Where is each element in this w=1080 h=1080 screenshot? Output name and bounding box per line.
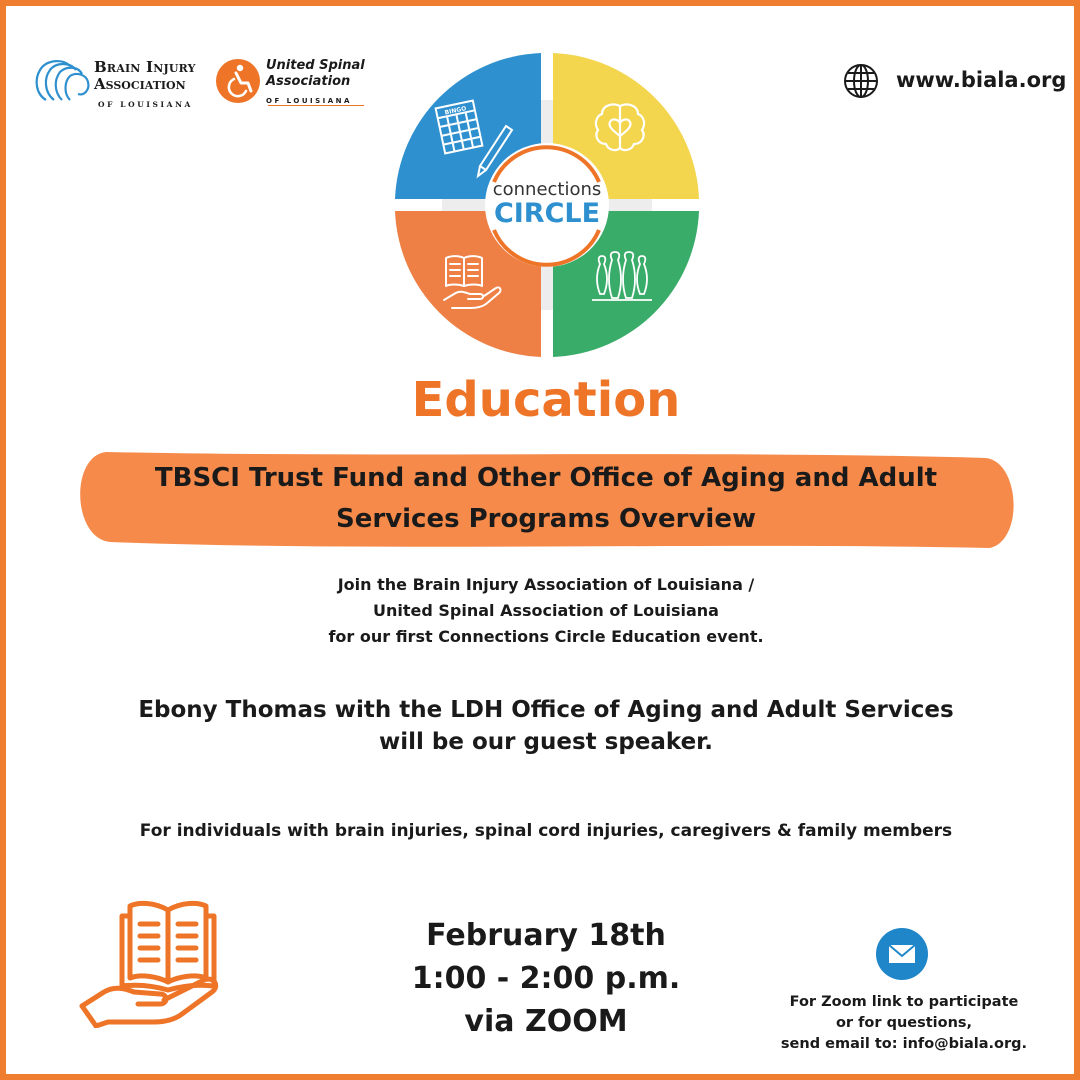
section-heading: Education	[411, 372, 681, 428]
globe-icon	[842, 62, 880, 100]
usa-logo-line2: Association	[266, 74, 351, 89]
audience-text: For individuals with brain injuries, spinal cord injuries, caregivers & family members	[139, 821, 953, 841]
usa-logo-line3: OF LOUISIANA	[266, 97, 352, 105]
website-link[interactable]: www.biala.org	[896, 68, 1067, 92]
bingo-label: BINGO	[444, 105, 467, 117]
circle-word-circle: CIRCLE	[493, 198, 601, 229]
book-hand-icon	[78, 898, 238, 1028]
bia-logo-line3: OF LOUISIANA	[98, 100, 193, 109]
contact-line2: or for questions,	[835, 1015, 973, 1031]
speaker-text	[6, 694, 1080, 758]
event-title-line2: Services Programs Overview	[336, 504, 756, 534]
speaker-line2: will be our guest speaker.	[379, 729, 713, 755]
circle-word-connections: connections	[492, 179, 602, 200]
usa-logo-text	[266, 58, 365, 109]
event-datetime	[386, 914, 706, 1043]
intro-line2: United Spinal Association of Louisiana	[373, 601, 719, 620]
usa-logo-line1: United Spinal	[266, 58, 365, 73]
event-location: via ZOOM	[464, 1004, 628, 1039]
connections-circle-graphic	[394, 52, 700, 358]
contact-text	[766, 992, 1042, 1055]
speaker-line1: Ebony Thomas with the LDH Office of Aging and Adult Services	[138, 697, 954, 723]
bia-logo-icon	[32, 54, 94, 106]
bia-logo-line2: Association	[94, 75, 186, 93]
event-time: 1:00 - 2:00 p.m.	[411, 961, 681, 996]
event-title	[96, 458, 996, 540]
intro-line1: Join the Brain Injury Association of Louisiana /	[337, 575, 755, 594]
contact-line1: For Zoom link to participate	[789, 994, 1019, 1010]
usa-logo-icon	[214, 57, 262, 105]
intro-line3: for our first Connections Circle Education event.	[328, 627, 764, 646]
bia-logo-text	[94, 59, 196, 113]
mail-icon[interactable]	[875, 927, 929, 981]
contact-line3[interactable]: send email to: info@biala.org.	[780, 1036, 1028, 1052]
intro-text	[6, 572, 1080, 650]
bia-logo-line1: Brain Injury	[94, 58, 196, 76]
event-title-line1: TBSCI Trust Fund and Other Office of Aging and Adult	[154, 463, 938, 493]
event-date: February 18th	[426, 918, 666, 953]
